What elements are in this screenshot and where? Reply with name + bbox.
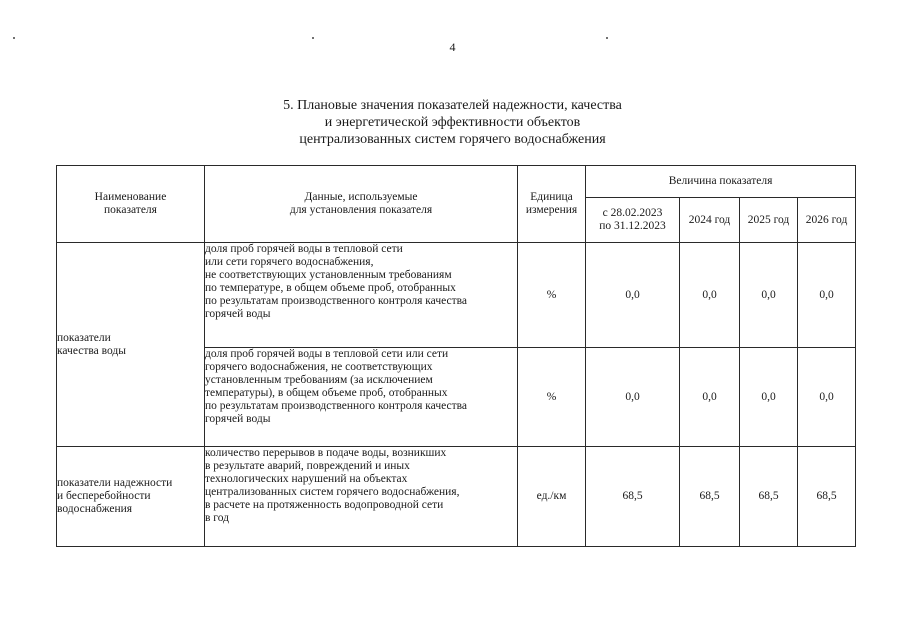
value-2024: 0,0 xyxy=(680,348,740,447)
scan-speck xyxy=(312,37,314,39)
indicator-description: количество перерывов в подаче воды, возникших в результате аварий, повреждений и иных технологических нарушений на объектах централизованных систем горячего водоснабжения, в расчете на протяженность водопроводной сети в год xyxy=(205,447,518,547)
value-period: 68,5 xyxy=(586,447,680,547)
value-2026: 0,0 xyxy=(798,243,856,348)
value-2025: 68,5 xyxy=(740,447,798,547)
section-title xyxy=(0,97,905,148)
scan-speck xyxy=(13,37,15,39)
indicator-description: доля проб горячей воды в тепловой сети или сети горячего водоснабжения, не соответствующих установленным требованиям (за исключением температуры), в общем объеме проб, отобранных по результатам производственного контроля качества горячей воды xyxy=(205,348,518,447)
header-year-2024: 2024 год xyxy=(680,198,740,243)
section-title-line: и энергетической эффективности объектов xyxy=(324,115,581,130)
value-2025: 0,0 xyxy=(740,348,798,447)
header-year-2025: 2025 год xyxy=(740,198,798,243)
indicator-description: доля проб горячей воды в тепловой сети или сети горячего водоснабжения, не соответствующих установленным требованиям по температуре, в общем объеме проб, отобранных по результатам производственного контроля качества горячей воды xyxy=(205,243,518,348)
indicators-table xyxy=(56,165,856,547)
header-unit: Единица измерения xyxy=(518,166,586,243)
value-2026: 0,0 xyxy=(798,348,856,447)
indicator-name: показатели надежности и бесперебойности водоснабжения xyxy=(57,447,205,547)
value-period: 0,0 xyxy=(586,243,680,348)
value-2025: 0,0 xyxy=(740,243,798,348)
value-period: 0,0 xyxy=(586,348,680,447)
value-2026: 68,5 xyxy=(798,447,856,547)
header-value-group: Величина показателя xyxy=(586,166,856,198)
indicator-unit: % xyxy=(518,348,586,447)
scan-speck xyxy=(606,37,608,39)
value-2024: 0,0 xyxy=(680,243,740,348)
table-row xyxy=(57,447,856,547)
indicator-unit: ед./км xyxy=(518,447,586,547)
page-number: 4 xyxy=(449,40,456,54)
header-year-2026: 2026 год xyxy=(798,198,856,243)
header-name: Наименование показателя xyxy=(57,166,205,243)
header-data: Данные, используемые для установления показателя xyxy=(205,166,518,243)
header-period: с 28.02.2023 по 31.12.2023 xyxy=(586,198,680,243)
indicator-name: показатели качества воды xyxy=(57,243,205,447)
header-row xyxy=(57,166,856,198)
section-title-line: централизованных систем горячего водоснабжения xyxy=(299,132,606,147)
indicator-unit: % xyxy=(518,243,586,348)
section-title-line: 5. Плановые значения показателей надежности, качества xyxy=(283,98,622,113)
value-2024: 68,5 xyxy=(680,447,740,547)
table-row xyxy=(57,243,856,348)
